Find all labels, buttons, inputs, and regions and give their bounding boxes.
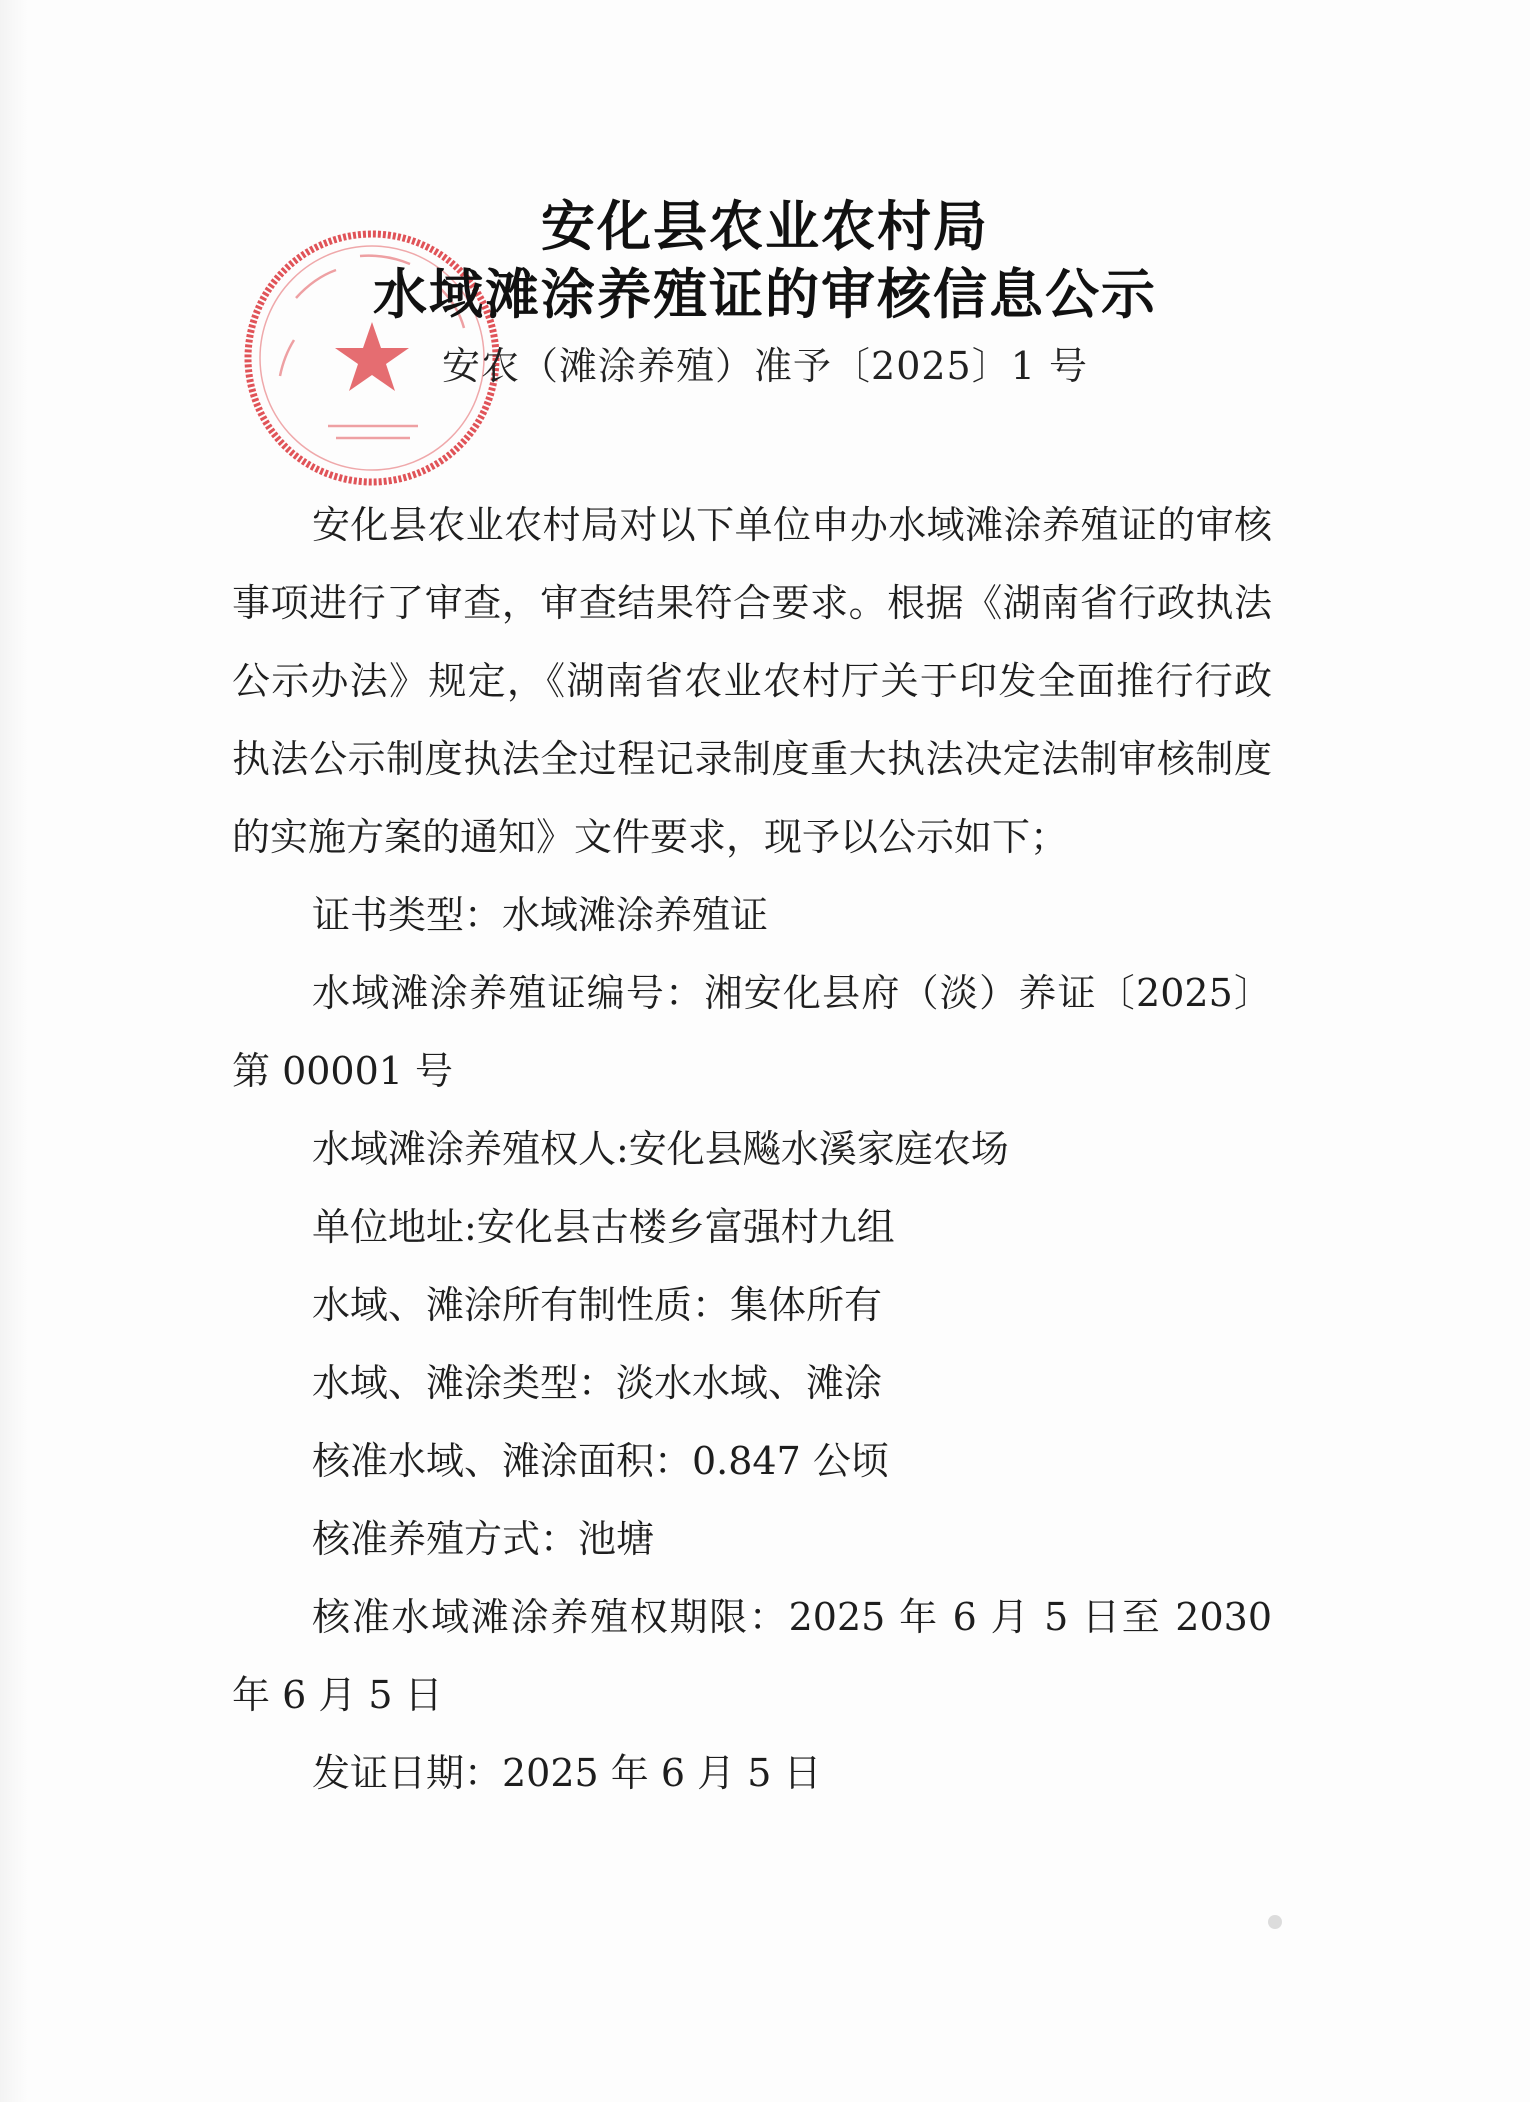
- water-area-type: 水域、滩涂类型：淡水水域、滩涂: [312, 1361, 883, 1405]
- certificate-number: 水域滩涂养殖证编号：湘安化县府（淡）养证〔2025〕第 00001 号: [232, 971, 1272, 1093]
- page-title-line2: 水域滩涂养殖证的审核信息公示: [373, 262, 1157, 326]
- approved-area: 核准水域、滩涂面积：0.847 公顷: [312, 1439, 889, 1483]
- document-body: [232, 486, 1272, 1812]
- scan-speck: [1268, 1915, 1282, 1929]
- unit-address: 单位地址:安化县古楼乡富强村九组: [312, 1205, 895, 1249]
- culture-method: 核准养殖方式：池塘: [312, 1517, 655, 1561]
- ownership-nature: 水域、滩涂所有制性质：集体所有: [312, 1283, 883, 1327]
- document-number: 安农（滩涂养殖）准予〔2025〕1 号: [442, 344, 1088, 388]
- issue-date: 发证日期：2025 年 6 月 5 日: [312, 1751, 822, 1795]
- certificate-type: 证书类型：水域滩涂养殖证: [312, 893, 769, 937]
- intro-paragraph: 安化县农业农村局对以下单位申办水域滩涂养殖证的审核事项进行了审查，审查结果符合要求。根据《湖南省行政执法公示办法》规定，《湖南省农业农村厅关于印发全面推行行政执法公示制度执法全过程记录制度重大执法决定法制审核制度的实施方案的通知》文件要求，现予以公示如下；: [232, 503, 1272, 859]
- page-title-line1: 安化县农业农村局: [541, 194, 989, 258]
- holder-name: 水域滩涂养殖权人:安化县飚水溪家庭农场: [312, 1127, 1009, 1171]
- license-term: 核准水域滩涂养殖权期限：2025 年 6 月 5 日至 2030 年 6 月 5 日: [232, 1595, 1272, 1717]
